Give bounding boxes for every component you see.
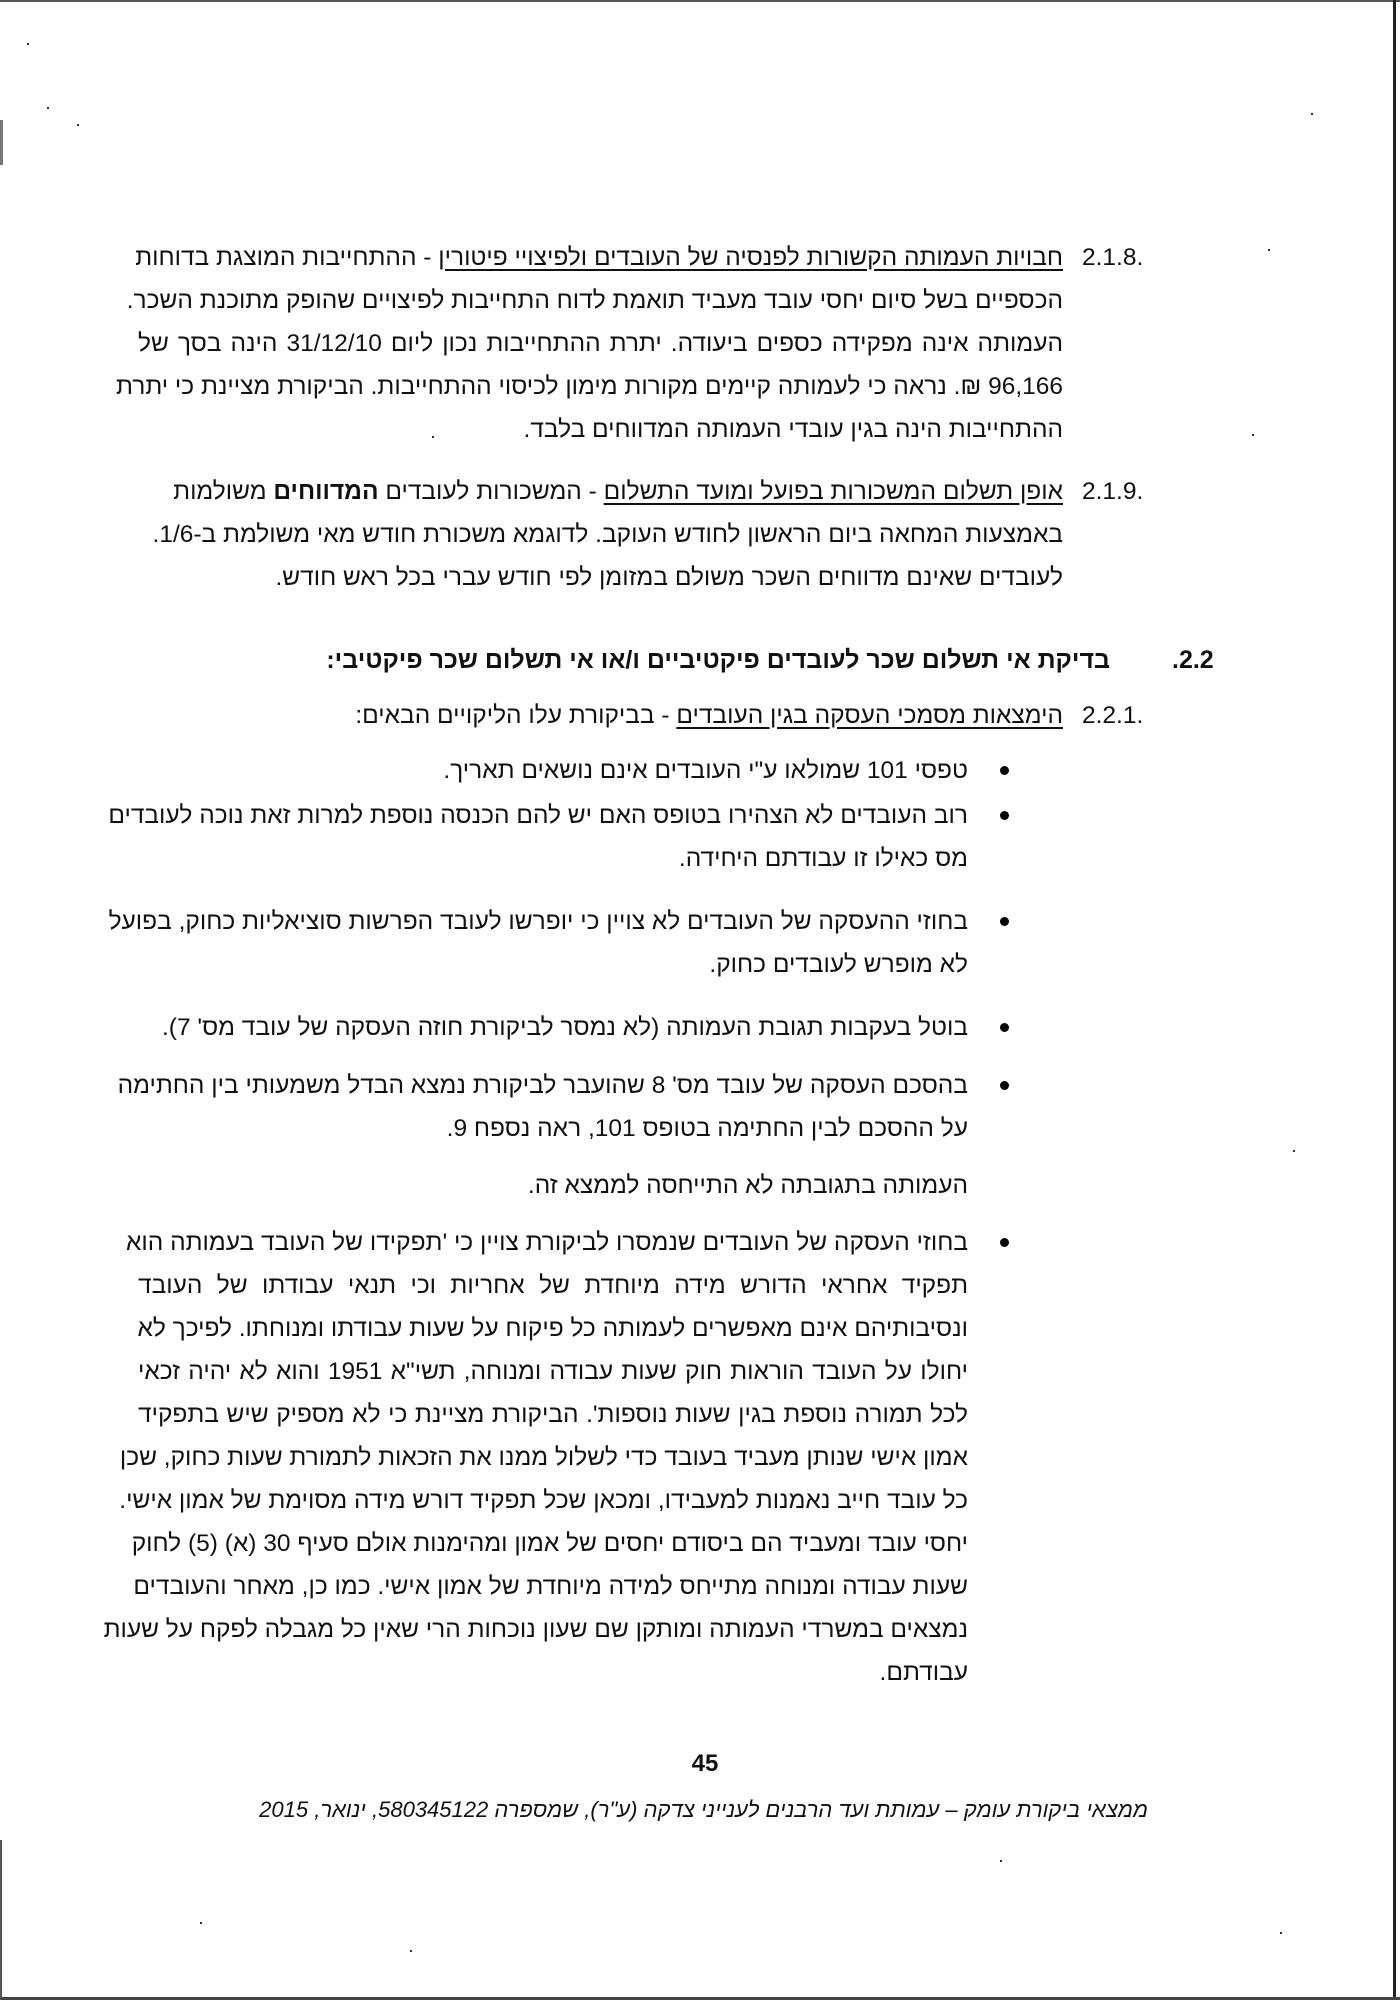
paragraph-line: הכספיים בשל סיום יחסי עובד מעביד תואמת לדוח התחייבות לפיצויים שהופק מתוכנת השכר.	[126, 287, 1063, 314]
section-line: אופן תשלום המשכורות בפועל ומועד התשלום - המשכורות לעובדים המדווחים משולמות	[173, 478, 1063, 505]
scan-speck	[47, 107, 49, 109]
scan-border-right	[1393, 0, 1396, 2000]
section-title: חבויות העמותה הקשורות לפנסיה של העובדים ולפיצויי פיטורין	[438, 244, 1063, 271]
scan-speck	[1293, 1150, 1295, 1152]
bullet-line: נמצאים במשרדי העמותה ומותקן שם שעון נוכחות הרי שאין כל מגבלה לפקח על שעות	[103, 1616, 968, 1643]
response-note: העמותה בתגובתה לא התייחסה לממצא זה.	[527, 1172, 968, 1199]
section-line: הימצאות מסמכי העסקה בגין העובדים - בביקורת עלו הליקויים הבאים:	[355, 702, 1063, 729]
scan-speck	[410, 1950, 412, 1952]
bullet-line: בחוזי ההעסקה של העובדים לא צויין כי יופרשו לעובד הפרשות סוציאליות כחוק, בפועל	[108, 908, 968, 935]
section-title: אופן תשלום המשכורות בפועל ומועד התשלום	[603, 478, 1063, 505]
bullet-icon	[1000, 1238, 1009, 1247]
bullet-icon	[1000, 811, 1009, 820]
scan-speck	[1252, 434, 1254, 436]
bullet-line: שעות עבודה ומנוחה מתייחס למידה מיוחדת של אמון אישי. כמו כן, מאחר והעובדים	[133, 1573, 968, 1600]
paragraph-line: 96,166 ₪. נראה כי לעמותה קיימים מקורות מימון לכיסוי ההתחייבות. הביקורת מציינת כי יתרת	[116, 373, 1063, 400]
scan-speck	[1280, 1932, 1282, 1934]
paragraph-line: באמצעות המחאה ביום הראשון לחודש העוקב. לדוגמא משכורת חודש מאי משולמת ב-1/6.	[152, 521, 1063, 548]
scan-border-left-mark	[0, 120, 3, 165]
paragraph-line: ההתחייבות הינה בגין עובדי העמותה המדווחים בלבד.	[523, 416, 1063, 443]
bullet-line: לכל תמורה נוספת בגין שעות נוספות'. הביקורת מציינת כי לא מספיק שיש בתפקיד	[138, 1401, 968, 1428]
bullet-icon	[1000, 1081, 1009, 1090]
page-number: 45	[691, 1750, 719, 1777]
scan-speck	[1311, 113, 1313, 115]
section-number: .2.2	[1172, 646, 1214, 674]
bullet-line: תפקיד אחראי הדורש מידה מיוחדת של אחריות וכי תנאי עבודתו של העובד	[138, 1272, 968, 1299]
section-number: 2.2.1.	[1082, 702, 1144, 729]
scan-speck	[200, 1922, 202, 1924]
bullet-line: יחולו על העובד הוראות חוק שעות עבודה ומנוחה, תשי"א 1951 והוא לא יהיה זכאי	[138, 1358, 968, 1385]
scan-border-top	[0, 0, 1400, 2]
bullet-icon	[1000, 917, 1009, 926]
bullet-line: לא מופרש לעובדים כחוק.	[709, 951, 968, 978]
bullet-line: כל עובד חייב נאמנות למעבידו, ומכאן שכל תפקיד דורש מידה מסוימת של אמון אישי.	[119, 1487, 968, 1514]
section-title: הימצאות מסמכי העסקה בגין העובדים	[676, 702, 1063, 729]
bullet-icon	[1000, 1023, 1009, 1032]
bullet-line: בחוזי העסקה של העובדים שנמסרו לביקורת צויין כי 'תפקידו של העובד בעמותה הוא	[126, 1229, 968, 1256]
page-footer: ממצאי ביקורת עומק – עמותת ועד הרבנים לענייני צדקה (ע"ר), שמספרה 580345122, ינואר, 2015	[259, 1797, 1148, 1822]
scan-border-left	[0, 1840, 2, 2000]
bullet-line: על ההסכם לבין החתימה בטופס 101, ראה נספח 9.	[446, 1115, 968, 1142]
scan-speck	[432, 436, 434, 438]
scan-speck	[1268, 249, 1270, 251]
section-title: בדיקת אי תשלום שכר לעובדים פיקטיביים ו/או אי תשלום שכר פיקטיבי:	[326, 646, 1110, 674]
bullet-icon	[1000, 766, 1009, 775]
scan-speck	[27, 43, 29, 45]
bullet-line: בוטל בעקבות תגובת העמותה (לא נמסר לביקורת חוזה העסקה של עובד מס' 7).	[161, 1014, 968, 1041]
paragraph-line: לעובדים שאינם מדווחים השכר משולם במזומן לפי חודש עברי בכל ראש חודש.	[275, 564, 1063, 591]
section-line: חבויות העמותה הקשורות לפנסיה של העובדים ולפיצויי פיטורין - ההתחייבות המוצגת בדוחות	[135, 244, 1063, 271]
bullet-line: יחסי עובד ומעביד הם ביסודם יחסים של אמון ומהימנות אולם סעיף 30 (א) (5) לחוק	[131, 1530, 968, 1557]
bullet-line: עבודתם.	[879, 1659, 968, 1686]
scan-speck	[77, 124, 79, 126]
bullet-line: ונסיבותיהם אינם מאפשרים לעמותה כל פיקוח על שעות עבודתו ומנוחתו. לפיכך לא	[137, 1315, 968, 1342]
section-number: 2.1.8.	[1082, 244, 1144, 271]
bullet-line: בהסכם העסקה של עובד מס' 8 שהועבר לביקורת נמצא הבדל משמעותי בין החתימה	[117, 1072, 968, 1099]
bullet-line: טפסי 101 שמולאו ע"י העובדים אינם נושאים תאריך.	[443, 757, 968, 784]
scan-speck	[1000, 1860, 1002, 1862]
paragraph-line: העמותה אינה מפקידה כספים ביעודה. יתרת ההתחייבות נכון ליום 31/12/10 הינה בסך של	[138, 330, 1063, 357]
section-number: 2.1.9.	[1082, 478, 1144, 505]
bullet-line: רוב העובדים לא הצהירו בטופס האם יש להם הכנסה נוספת למרות זאת נוכה לעובדים	[108, 802, 968, 829]
bullet-line: אמון אישי שנותן מעביד בעובד כדי לשלול ממנו את הזכאות לתמורת שעות כחוק, שכן	[119, 1444, 968, 1471]
bullet-line: מס כאילו זו עבודתם היחידה.	[678, 845, 968, 872]
